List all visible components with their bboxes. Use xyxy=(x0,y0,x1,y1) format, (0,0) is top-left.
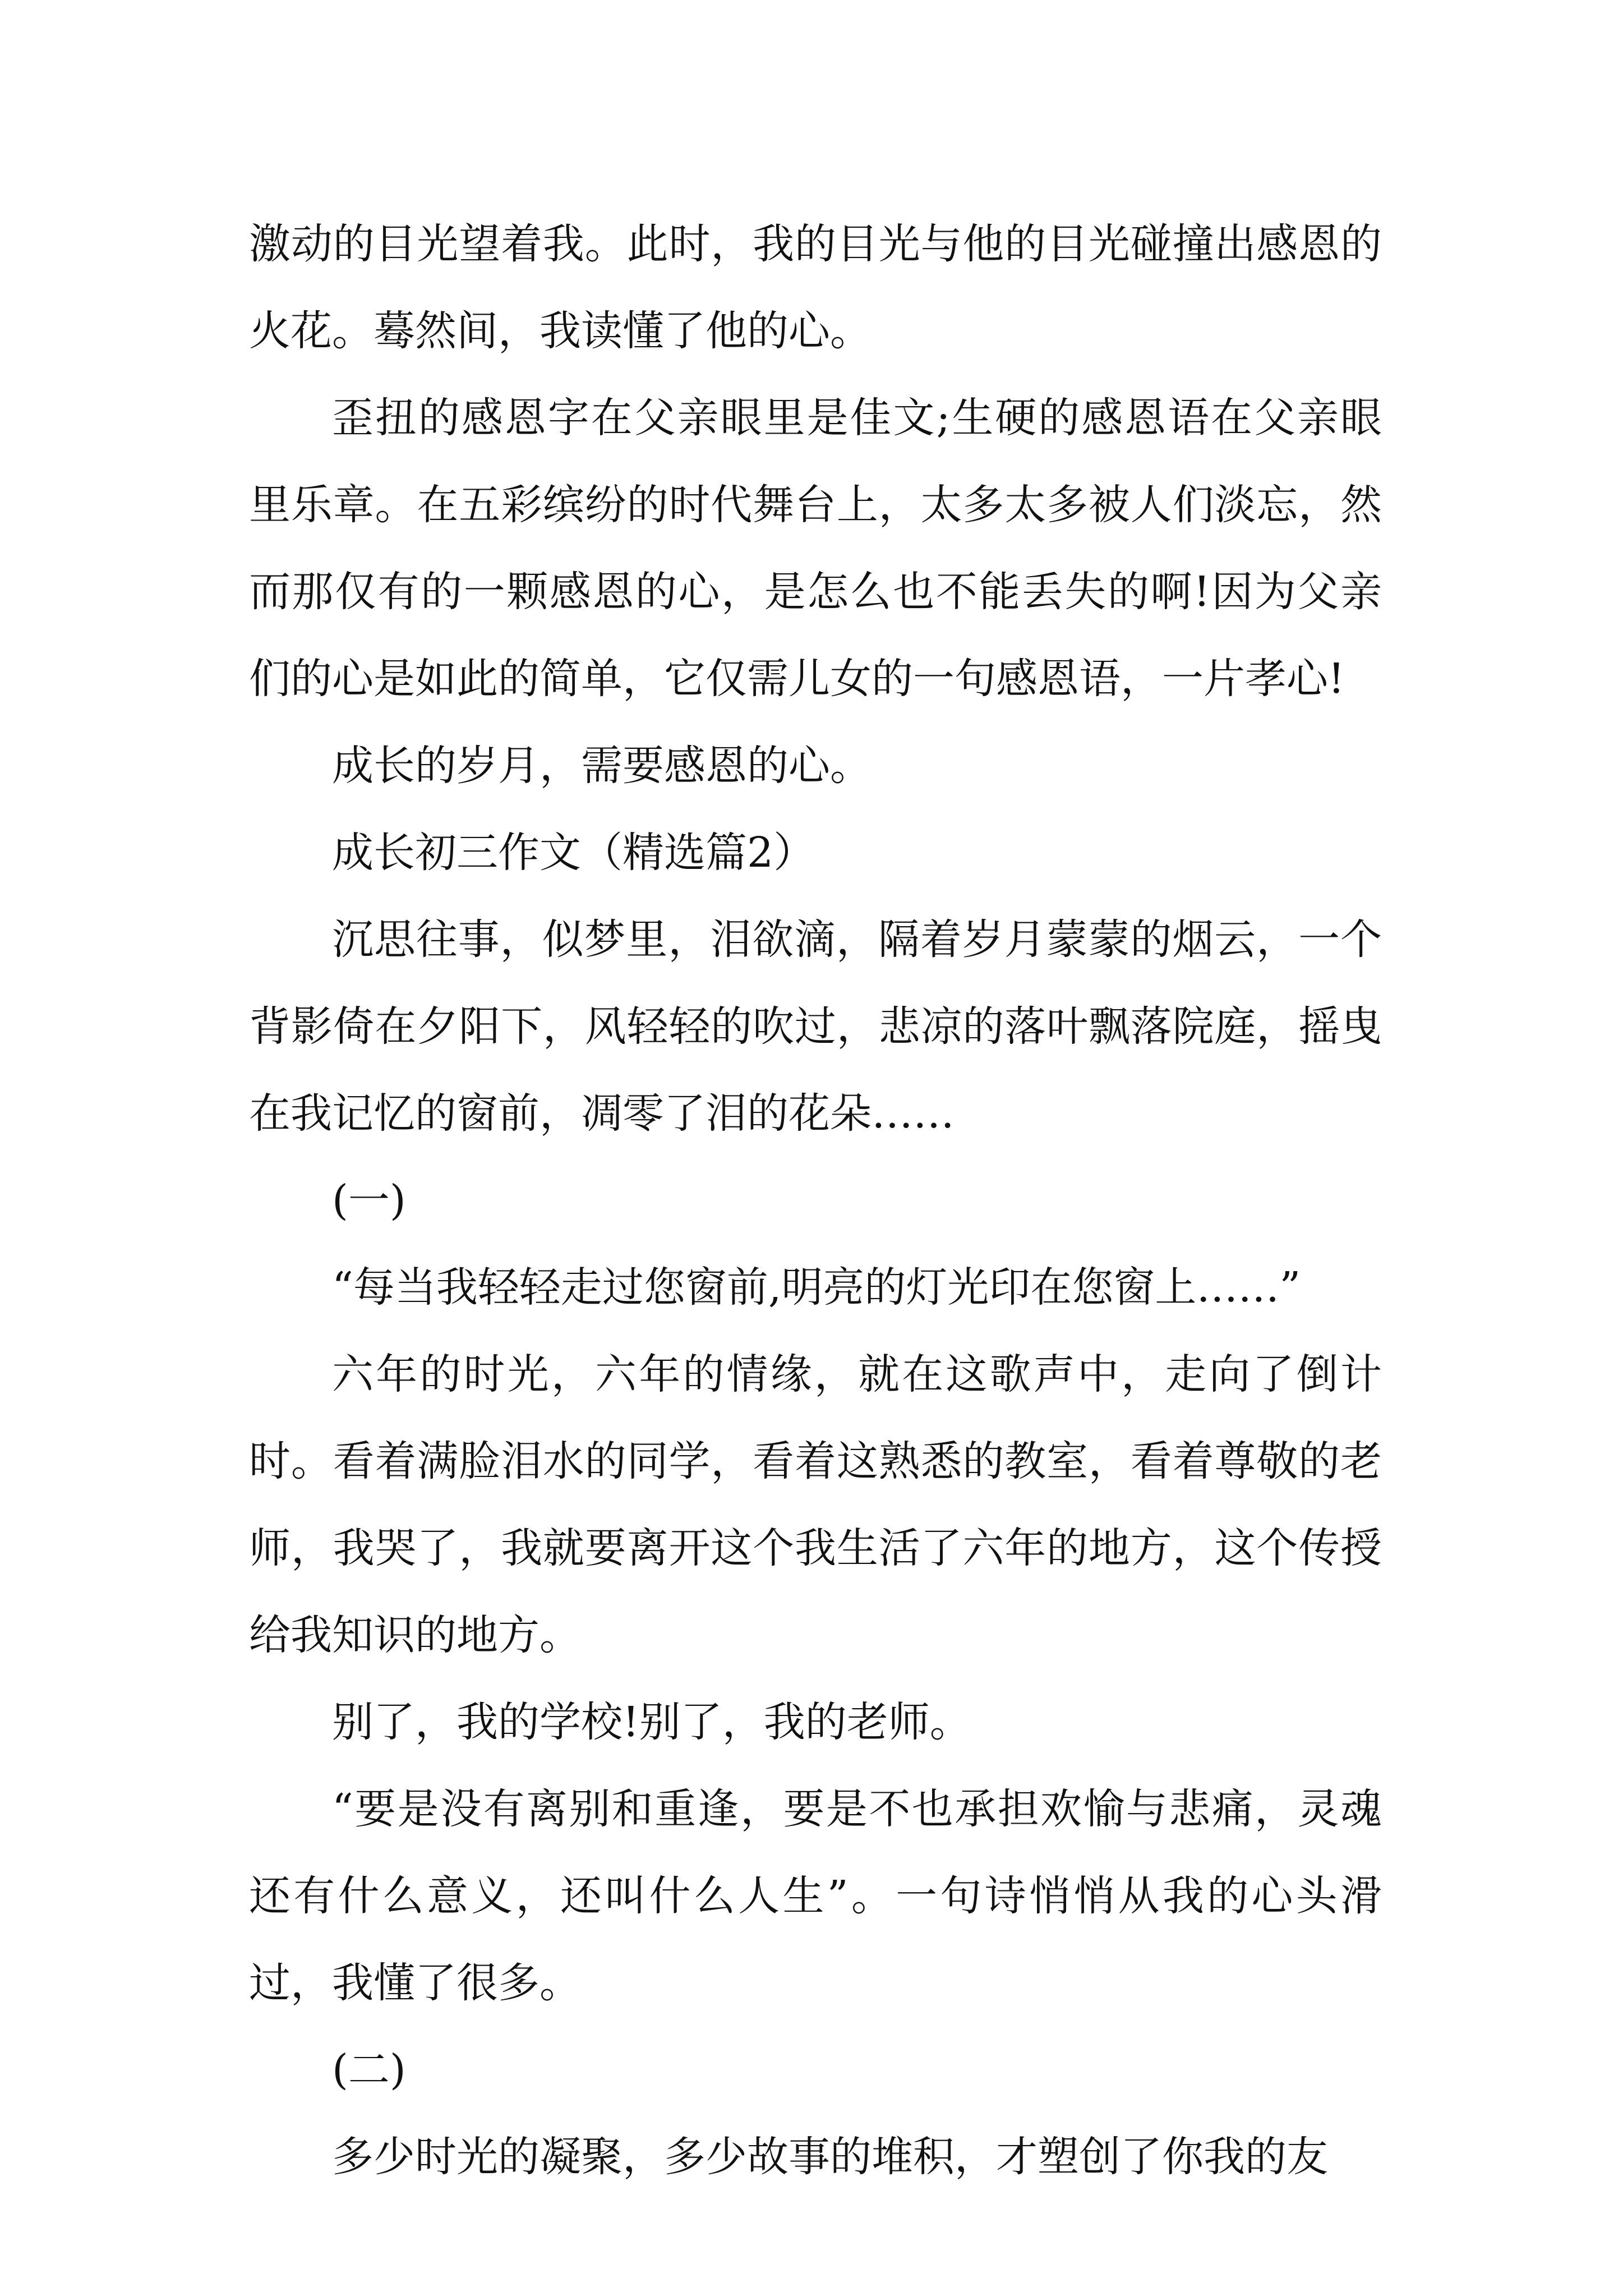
paragraph: 歪扭的感恩字在父亲眼里是佳文;生硬的感恩语在父亲眼里乐章。在五彩缤纷的时代舞台上，太多太多被人们淡忘，然而那仅有的一颗感恩的心，是怎么也不能丢失的啊!因为父亲们的心是如此的简单，它仅需儿女的一句感恩语，一片孝心! xyxy=(249,394,1382,703)
paragraph: 成长的岁月，需要感恩的心。 xyxy=(332,742,872,790)
paragraph-quote: “每当我轻轻走过您窗前,明亮的灯光印在您窗上……” xyxy=(332,1263,1301,1312)
document-body xyxy=(249,201,1382,2201)
subsection-marker: (一) xyxy=(332,1176,406,1225)
paragraph: 六年的时光，六年的情缘，就在这歌声中，走向了倒计时。看着满脸泪水的同学，看着这熟悉的教室，看着尊敬的老师，我哭了，我就要离开这个我生活了六年的地方，这个传授给我知识的地方。 xyxy=(249,1350,1382,1659)
paragraph: 沉思往事，似梦里，泪欲滴，隔着岁月蒙蒙的烟云，一个背影倚在夕阳下，风轻轻的吹过，悲凉的落叶飘落院庭，摇曳在我记忆的窗前，凋零了泪的花朵…… xyxy=(249,915,1382,1138)
subsection-marker: (二) xyxy=(332,2046,406,2094)
paragraph-continuation: 激动的目光望着我。此时，我的目光与他的目光碰撞出感恩的火花。蓦然间，我读懂了他的心。 xyxy=(249,220,1382,355)
paragraph: 别了，我的学校!别了，我的老师。 xyxy=(332,1698,971,1746)
paragraph: 多少时光的凝聚，多少故事的堆积，才塑创了你我的友 xyxy=(332,2133,1328,2181)
paragraph-quote: “要是没有离别和重逢，要是不也承担欢愉与悲痛，灵魂还有什么意义，还叫什么人生”。一句诗悄悄从我的心头滑过，我懂了很多。 xyxy=(249,1785,1382,2007)
section-heading: 成长初三作文（精选篇2） xyxy=(332,829,815,877)
